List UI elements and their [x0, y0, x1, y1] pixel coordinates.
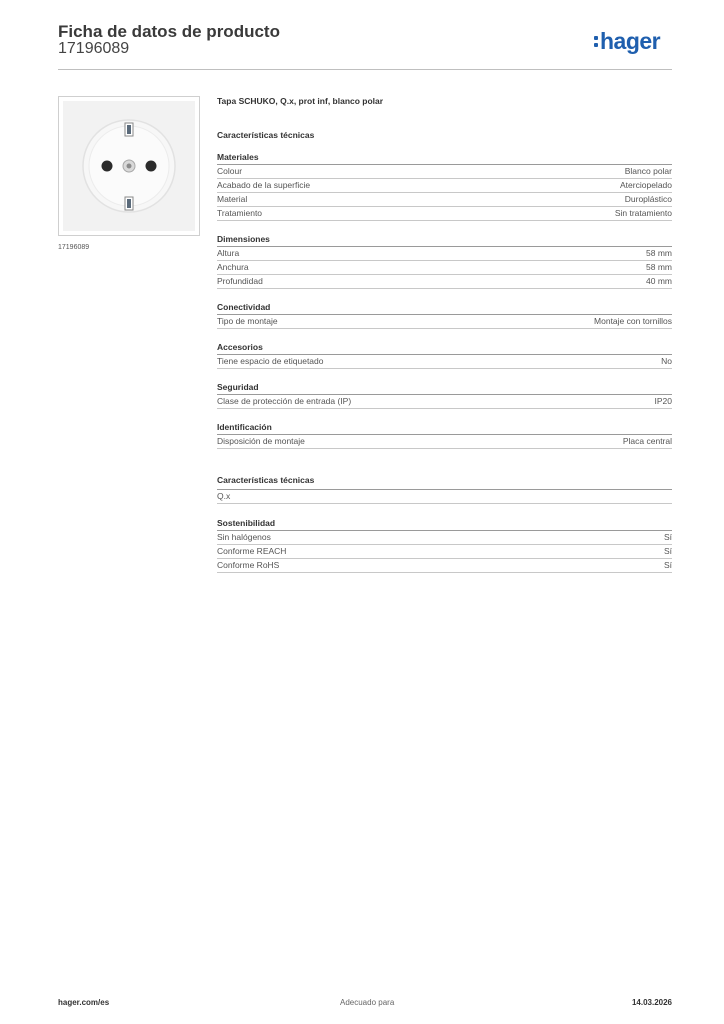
group-heading: Conectividad — [217, 302, 672, 315]
brand-logo — [594, 28, 660, 55]
spec-row — [217, 179, 672, 193]
sustainability-group — [217, 518, 672, 573]
footer-suitable-for: Adecuado para — [340, 998, 395, 1007]
spec-label: Colour — [217, 166, 243, 176]
spec-label: Tiene espacio de etiquetado — [217, 356, 324, 366]
spec-label: Tipo de montaje — [217, 316, 278, 326]
spec-value: 58 mm — [646, 262, 672, 272]
spec-label: Tratamiento — [217, 208, 263, 218]
spec-value: Aterciopelado — [620, 180, 672, 190]
spec-row — [217, 261, 672, 275]
group-heading: Accesorios — [217, 342, 672, 355]
spec-value: Montaje con tornillos — [594, 316, 672, 326]
group-heading: Sostenibilidad — [217, 518, 672, 531]
spec-row — [217, 355, 672, 369]
image-caption: 17196089 — [58, 244, 90, 251]
header-divider — [58, 69, 672, 70]
spec-value: 40 mm — [646, 276, 672, 286]
page-title: Ficha de datos de producto — [58, 22, 280, 41]
schuko-socket-icon — [63, 101, 195, 231]
spec-value: Blanco polar — [624, 166, 672, 176]
spec-label: Material — [217, 194, 248, 204]
spec-label: Clase de protección de entrada (IP) — [217, 396, 352, 406]
spec-row — [217, 315, 672, 329]
product-code: 17196089 — [58, 40, 130, 57]
spec-row — [217, 435, 672, 449]
spec-value: IP20 — [654, 396, 672, 406]
section-heading: Características técnicas — [217, 130, 315, 140]
spec-row — [217, 165, 672, 179]
spec-group — [217, 422, 672, 449]
spec-label: Anchura — [217, 262, 249, 272]
spec-label: Profundidad — [217, 276, 263, 286]
group-heading: Identificación — [217, 422, 672, 435]
spec-label: Altura — [217, 248, 240, 258]
spec-label: Sin halógenos — [217, 532, 271, 542]
spec-row — [217, 193, 672, 207]
spec-label: Acabado de la superficie — [217, 180, 311, 190]
spec-label: Conforme RoHS — [217, 560, 280, 570]
group-heading: Materiales — [217, 152, 672, 165]
product-title: Tapa SCHUKO, Q.x, prot inf, blanco polar — [217, 96, 384, 106]
spec-value: Sí — [663, 546, 672, 556]
spec-row — [217, 275, 672, 289]
spec-label: Disposición de montaje — [217, 436, 305, 446]
spec-label: Q.x — [217, 491, 231, 501]
spec-row — [217, 247, 672, 261]
spec-group — [217, 382, 672, 409]
footer-website[interactable]: hager.com/es — [58, 998, 110, 1007]
spec-value: Duroplástico — [624, 194, 672, 204]
product-image — [58, 96, 200, 236]
spec-value: Sí — [663, 532, 672, 542]
spec-row — [217, 545, 672, 559]
spec-rows-2 — [217, 486, 672, 504]
spec-value: 58 mm — [646, 248, 672, 258]
spec-row — [217, 490, 672, 504]
spec-panel — [217, 96, 672, 573]
spec-groups — [217, 152, 672, 449]
spec-group — [217, 302, 672, 329]
spec-label: Conforme REACH — [217, 546, 287, 556]
spec-group — [217, 342, 672, 369]
spec-group — [217, 234, 672, 289]
footer-date: 14.03.2026 — [631, 998, 672, 1007]
spec-value: Sí — [663, 560, 672, 570]
spec-value: No — [661, 356, 672, 366]
spec-row — [217, 395, 672, 409]
spec-group — [217, 152, 672, 221]
spec-value: Sin tratamiento — [614, 208, 672, 218]
spec-row — [217, 559, 672, 573]
logo-dots-icon — [594, 36, 598, 47]
spec-row — [217, 531, 672, 545]
section-heading-2: Características técnicas — [217, 475, 315, 485]
spec-value: Placa central — [622, 436, 672, 446]
logo-text: hager — [600, 28, 661, 54]
group-heading: Dimensiones — [217, 234, 672, 247]
spec-row — [217, 207, 672, 221]
group-heading: Seguridad — [217, 382, 672, 395]
